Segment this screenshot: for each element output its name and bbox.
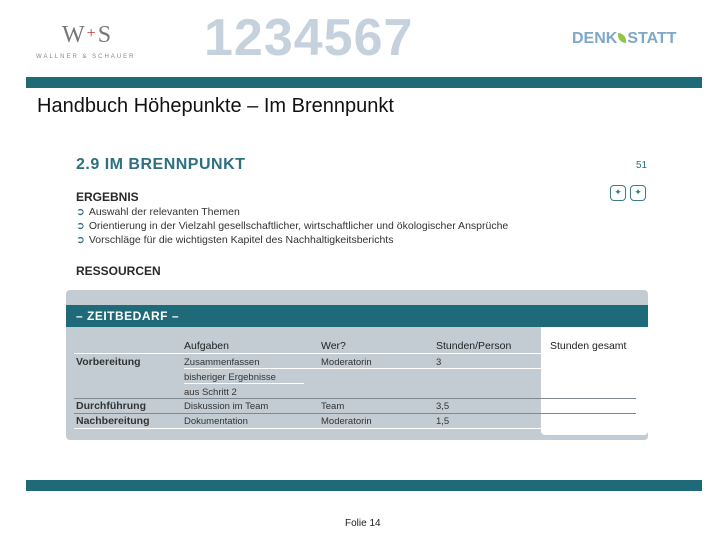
table-cell-aufgabe: aus Schritt 2: [184, 387, 237, 398]
table-row-phase: Vorbereitung: [76, 356, 141, 368]
table-row-phase: Nachbereitung: [76, 415, 150, 427]
table-cell-aufgabe: Zusammenfassen: [184, 357, 260, 368]
table-cell-stunden: 3: [436, 357, 442, 368]
row-rule: [184, 368, 636, 369]
table-cell-stunden: 3,5: [436, 401, 450, 412]
table-cell-wer: Team: [321, 401, 345, 412]
table-cell-aufgabe: Dokumentation: [184, 416, 248, 427]
header-rule: [74, 353, 636, 354]
row-rule: [74, 428, 636, 429]
logo-subtitle: WALLNER & SCHAUER: [36, 54, 136, 60]
slide-footer: Folie 14: [345, 518, 381, 529]
ergebnis-item: ➲ Vorschläge für die wichtigsten Kapitel des Nachhaltigkeitsberichts: [76, 234, 394, 246]
table-row-phase: Durchführung: [76, 400, 146, 412]
header-wer: Wer?: [321, 340, 346, 352]
row-rule: [74, 413, 636, 414]
page-number: 51: [636, 160, 648, 171]
row-rule: [184, 383, 304, 384]
document-scan: [66, 150, 662, 470]
denkstatt-logo: DENK STATT: [572, 30, 677, 47]
ergebnis-heading: ERGEBNIS: [76, 190, 139, 204]
logo-monogram: W+S: [62, 22, 114, 48]
header-divider-bar: [26, 77, 702, 88]
arrow-icon: ➲: [76, 206, 85, 218]
row-rule: [74, 398, 636, 399]
zeitbedarf-title: – ZEITBEDARF –: [76, 309, 180, 323]
lightbulb-icon: ✦: [630, 185, 646, 201]
table-cell-aufgabe: bisheriger Ergebnisse: [184, 372, 276, 383]
arrow-icon: ➲: [76, 220, 85, 232]
header-stunden-person: Stunden/Person: [436, 340, 512, 352]
lightbulb-icon: ✦: [610, 185, 626, 201]
leaf-icon: [618, 33, 626, 43]
table-cell-stunden: 1,5: [436, 416, 450, 427]
wallner-schauer-logo: [36, 22, 146, 64]
ergebnis-item: ➲ Orientierung in der Vielzahl gesellschaftlicher, wirtschaftlicher und ökologischer Ansprüche: [76, 220, 509, 232]
table-cell-wer: Moderatorin: [321, 416, 372, 427]
arrow-icon: ➲: [76, 234, 85, 246]
section-title: 2.9 IM BRENNPUNKT: [76, 156, 246, 173]
table-cell-aufgabe: Diskussion im Team: [184, 401, 269, 412]
header-stunden-gesamt: Stunden gesamt: [550, 340, 627, 352]
table-cell-wer: Moderatorin: [321, 357, 372, 368]
ressourcen-heading: RESSOURCEN: [76, 264, 161, 278]
ergebnis-item: ➲ Auswahl der relevanten Themen: [76, 206, 240, 218]
header-aufgaben: Aufgaben: [184, 340, 229, 352]
footer-divider-bar: [26, 480, 702, 491]
header-big-number: 1234567: [204, 9, 414, 67]
slide-title: Handbuch Höhepunkte – Im Brennpunkt: [37, 95, 394, 117]
